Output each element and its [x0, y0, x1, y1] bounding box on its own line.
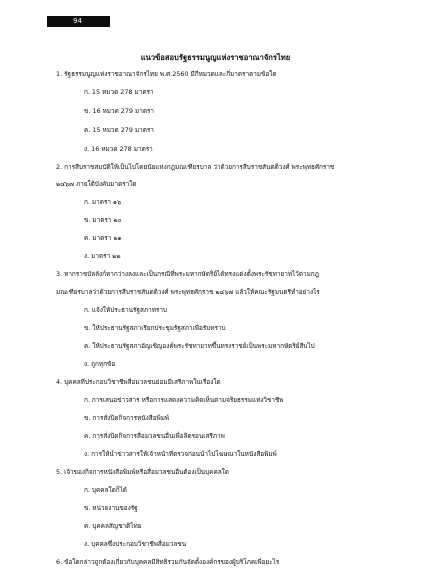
q2-option-d: ง. มาตรา ๒๒	[84, 252, 121, 260]
q4-option-d: ง. การให้นำข่าวสารให้เจ้าหน้าที่ตรวจก่อนนำไปโฆษณาในหนังสือพิมพ์	[84, 450, 277, 458]
q1-option-d: ง. 16 หมวด 278 มาตรา	[84, 145, 153, 153]
q3-option-b: ข. ให้ประธานรัฐสภาเรียกประชุมรัฐสภาเพื่อรับทราบ	[84, 324, 226, 332]
q2-option-b: ข. มาตรา ๒๐	[84, 216, 122, 224]
q4-option-c: ค. การสั่งปิดกิจการสื่อมวลชนอื่นเพื่อลิดรอนเสรีภาพ	[84, 432, 225, 440]
page-title: แนวข้อสอบรัฐธรรมนูญแห่งราชอาณาจักรไทย	[140, 53, 291, 62]
page-number-badge	[47, 16, 110, 27]
q3-option-c: ค. ให้ประธานรัฐสภาอัญเชิญองค์พระรัชทายาทขึ้นทรงราชย์เป็นพระมหากษัตริย์สืบไป	[84, 342, 315, 350]
question-5: 5. เจ้าของกิจการหนังสือพิมพ์หรือสื่อมวลชนอื่นต้องเป็นบุคคลใด	[56, 468, 229, 476]
question-6: 6. ข้อใดกล่าวถูกต้องเกี่ยวกับบุคคลมีสิทธิรวมกันจัดตั้งองค์กรของผู้บริโภคเพื่อยะไร	[56, 558, 280, 566]
q3-option-d: ง. ถูกทุกข้อ	[84, 360, 116, 368]
page-number: 94	[73, 17, 82, 25]
question-2: 2. การสืบราชสมบัติให้เป็นไปโดยนัยแห่งกฎมณเฑียรบาล ว่าด้วยการสืบราชสันตติวงศ์ พระพุทธศักราช	[56, 163, 335, 171]
q2-option-c: ค. มาตรา ๒๑	[84, 234, 122, 242]
q5-option-d: ง. บุคคลซึ่งประกอบวิชาชีพสื่อมวลชน	[84, 540, 187, 548]
q1-option-c: ค. 15 หมวด 279 มาตรา	[84, 126, 154, 134]
question-3-continued: มณเฑียรบาลว่าด้วยการสืบราชสันตติวงศ์ พระพุทธศักราช ๒๔๖๗ แล้วให้คณะรัฐมนตรีทำอย่างไร	[56, 288, 320, 296]
q3-option-a: ก. แจ้งให้ประธานรัฐสภาทราบ	[84, 306, 167, 314]
question-1: 1. รัฐธรรมนูญแห่งราชอาณาจักรไทย พ.ศ.2560 มีกี่หมวดและกี่มาตราตามข้อใด	[56, 70, 277, 78]
question-3: 3. หากราชบัลลังก์หากว่างลงและเป็นกรณีที่พระมหากษัตริย์ได้ทรงแต่งตั้งพระรัชทายาทไว้ตามกฎ	[56, 270, 319, 278]
q4-option-b: ข. การสั่งปิดกิจการหนังสือพิมพ์	[84, 414, 170, 422]
q5-option-c: ค. บุคคลสัญชาติไทย	[84, 522, 142, 530]
q5-option-b: ข. หน่วยงานของรัฐ	[84, 504, 138, 512]
question-2-continued: ๒๔๖๗ ภายใต้บังคับมาตราใด	[56, 180, 137, 188]
question-4: 4. บุคคลที่ประกอบวิชาชีพสื่อมวลชนย่อมมีเสรีภาพในเรื่องใด	[56, 378, 221, 386]
q4-option-a: ก. การเสนอข่าวสาร หรือการแสดงความคิดเห็นตามจริยธรรมแห่งวิชาชีพ	[84, 396, 284, 404]
q2-option-a: ก. มาตรา ๑๖	[84, 198, 122, 206]
q1-option-a: ก. 15 หมวด 278 มาตรา	[84, 88, 154, 96]
q1-option-b: ข. 16 หมวด 279 มาตรา	[84, 107, 154, 115]
q5-option-a: ก. บุคคลใดก็ได้	[84, 486, 127, 494]
